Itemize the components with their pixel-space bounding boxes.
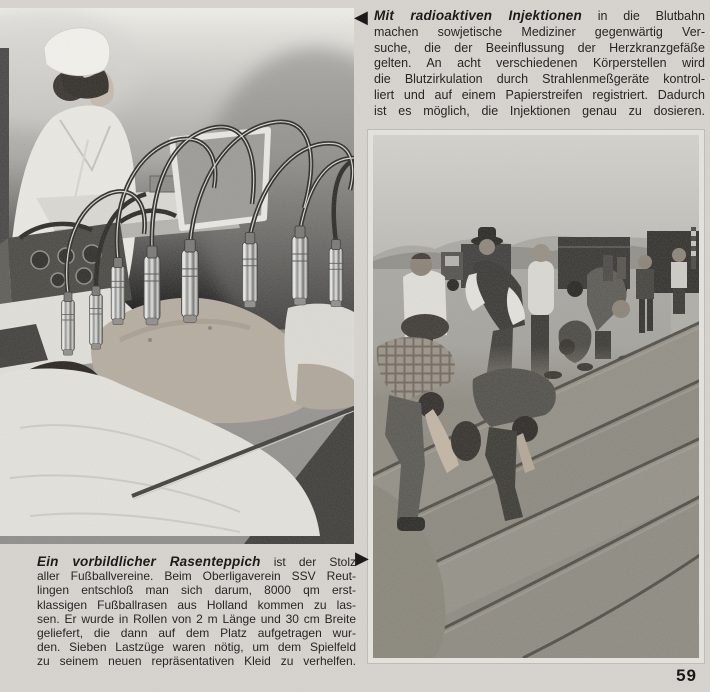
article-injections [374,8,705,120]
article-lead: Ein vorbildlicher Rasenteppich [37,554,261,569]
arrow-right-icon: ▶ [355,548,369,569]
article-line [374,8,705,25]
page-number: 59 [676,666,697,685]
article-line: den. Sieben Lastzüge waren nötig, um dem Spielfeld [37,640,356,655]
article-line: machen sowjetische Mediziner gegenwärtig Ver- [374,24,705,39]
article-body [37,569,356,668]
article-body [374,25,705,120]
article-line: klassigen Fußballrasen aus Holland kommen zu las- [37,597,356,612]
article-line: lingen entschloß man sich darum, 8000 qm erst- [37,583,356,598]
photo-turf-laying [368,130,704,663]
article-lead: Mit radioaktiven Injektionen [374,8,582,23]
article-line: liert und auf einem Papierstreifen registriert. Dadurch [374,87,705,102]
article-text: in die Blutbahn [581,9,705,23]
article-line: sen. Er wurde in Rollen von 2 m Länge und 30 cm Breite [37,611,356,626]
photo-medical-injection [0,8,354,544]
article-line: aller Fußballvereine. Beim Oberligaverein SSV Reut- [37,569,356,584]
arrow-left-icon: ◀ [354,7,368,28]
article-line: die Blutzirkulation durch Strahlenmeßgeräte kontrol- [374,72,705,87]
article-line: suche, die der Beeinflussung der Herzkranzgefäße [374,40,705,55]
article-text: ist der Stolz [260,555,357,569]
medical-photo-illustration [0,8,354,544]
article-line [37,555,356,569]
article-line: geliefert, die dann auf dem Platz aufgetragen wur- [37,626,356,641]
article-line: gelten. An acht verschiedenen Körperstellen wird [374,56,705,71]
article-line: ist es möglich, die Injektionen genau zu dosieren. [374,103,705,118]
article-turf [37,555,356,669]
turf-photo-illustration [373,135,699,658]
article-line: zu seinem neuen repräsentativen Kleid zu verhelfen. [37,654,356,669]
